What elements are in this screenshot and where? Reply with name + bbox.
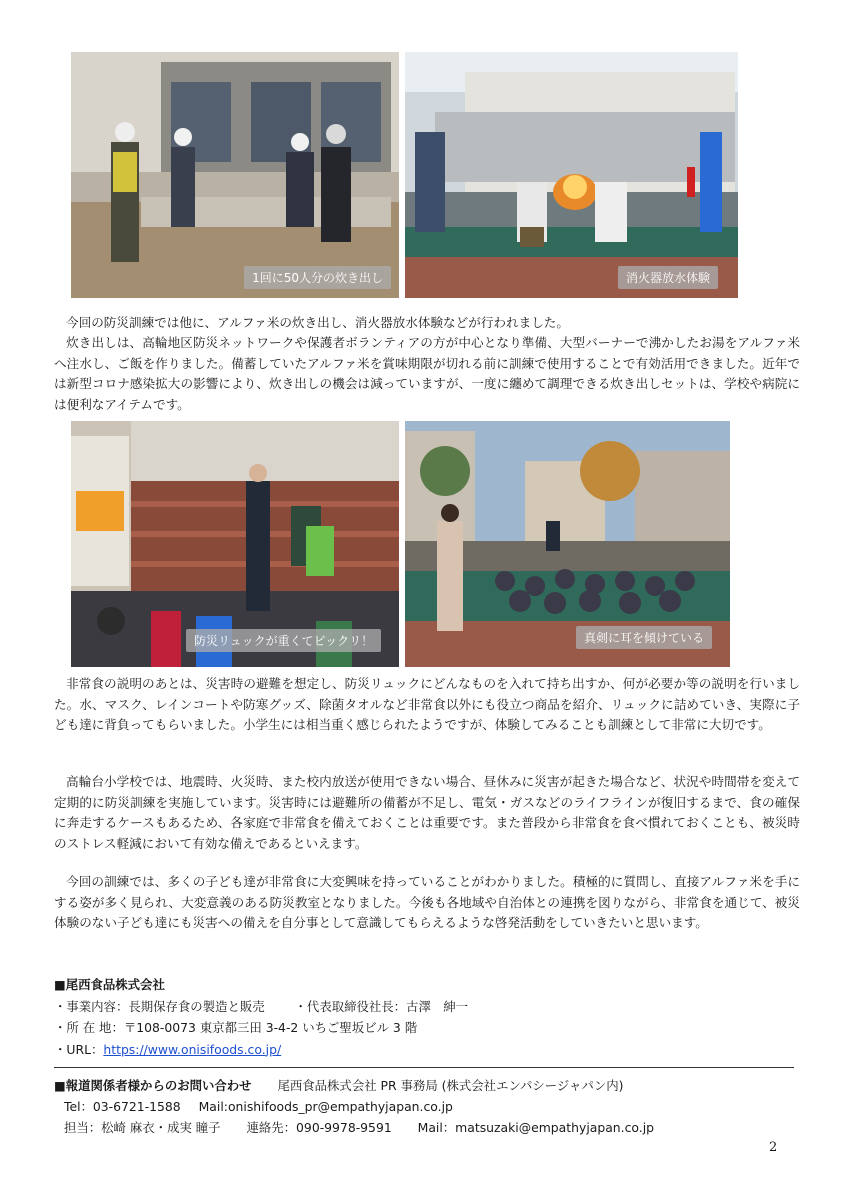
company-business: ・事業内容：長期保存食の製造と販売 bbox=[54, 998, 265, 1014]
contact-tel-row bbox=[54, 1096, 654, 1117]
photo-caption: 1回に50人分の炊き出し bbox=[244, 266, 391, 289]
photo-caption: 防災リュックが重くてビックリ！ bbox=[186, 629, 381, 652]
company-info bbox=[54, 974, 468, 1060]
company-address: ・所 在 地：〒108-0073 東京都三田 3-4-2 いちご聖坂ビル 3 階 bbox=[54, 1020, 418, 1035]
paragraph-4-text: 高輪台小学校では、地震時、火災時、また校内放送が使用できない場合、昼休みに災害が起きた場合など、状況や時間帯を変えて定期的に防災訓練を実施しています。災害時には避難所の備蓄が不足し、電気・ガスなどのライフラインが復旧するまで、食の確保に奔走するケースもあるため、各家庭で非常食を備えておくことは重要です。また普段から非常食を食べ慣れておくことも、被災時のストレス軽減において有効な備えであるといえます。 bbox=[54, 774, 800, 851]
company-url-link[interactable]: https://www.onisifoods.co.jp/ bbox=[103, 1041, 282, 1057]
company-ceo: ・代表取締役社長：古澤 紳一 bbox=[294, 998, 469, 1014]
photo-rice-cooking-image bbox=[71, 52, 399, 298]
photo-extinguisher bbox=[405, 52, 738, 298]
paragraph-3-text: 非常食の説明のあとは、災害時の避難を想定し、防災リュックにどんなものを入れて持ち出すか、何が必要か等の説明を行いました。水、マスク、レインコートや防寒グッズ、除菌タオルなど非常食以外にも役立つ商品を紹介、リュックに詰めていき、実際に子ども達に背負ってもらいました。小学生には相当重く感じられたようですが、体験してみることも訓練として非常に大切です。 bbox=[54, 676, 800, 732]
contact-person-row bbox=[54, 1117, 654, 1138]
contact-phone: 連絡先：090-9978-9591 bbox=[246, 1120, 392, 1135]
photo-rice-cooking bbox=[71, 52, 399, 298]
paragraph-2-text: 炊き出しは、高輪地区防災ネットワークや保護者ボランティアの方が中心となり準備、大型バーナーで沸かしたお湯をアルファ米へ注水し、ご飯を作りました。備蓄していたアルファ米を賞味期限が切れる前に訓練で使用することで有効活用できました。近年では新型コロナ感染拡大の影響により、炊き出しの機会は減っていますが、一度に纏めて調理できる炊き出しセットは、学校や病院には便利なアイテムです。 bbox=[54, 335, 800, 412]
page-number: 2 bbox=[769, 1140, 778, 1155]
divider bbox=[54, 1067, 794, 1068]
photo-caption: 消火器放水体験 bbox=[618, 266, 718, 289]
press-contact bbox=[54, 1075, 654, 1138]
photo-backpack bbox=[71, 421, 399, 667]
paragraph-5-text: 今回の訓練では、多くの子ども達が非常食に大変興味を持っていることがわかりました。積極的に質問し、直接アルファ米を手にする姿が多く見られ、大変意義のある防災教室となりました。今後も各地域や自治体との連携を図りながら、非常食を通じて、被災体験のない子ども達にも災害への備えを自分事として意識してもらえるような啓発活動をしていきたいと思います。 bbox=[54, 874, 800, 930]
paragraph-1 bbox=[54, 313, 800, 334]
photo-extinguisher-image bbox=[405, 52, 738, 298]
paragraph-4 bbox=[54, 772, 800, 854]
paragraph-5 bbox=[54, 872, 800, 934]
contact-heading-row bbox=[54, 1075, 654, 1096]
paragraph-1-text: 今回の防災訓練では他に、アルファ米の炊き出し、消火器放水体験などが行われました。 bbox=[66, 315, 569, 330]
contact-mail-2: Mail：matsuzaki@empathyjapan.co.jp bbox=[417, 1120, 655, 1135]
contact-person: 担当：松崎 麻衣・成実 瞳子 bbox=[64, 1120, 221, 1135]
company-business-row bbox=[54, 996, 468, 1018]
company-heading: ■尾西食品株式会社 bbox=[54, 977, 165, 992]
photo-listening bbox=[405, 421, 730, 667]
photo-caption: 真剣に耳を傾けている bbox=[576, 626, 712, 649]
paragraph-3 bbox=[54, 674, 800, 736]
contact-tel: Tel：03-6721-1588 bbox=[64, 1099, 181, 1114]
contact-heading: ■報道関係者様からのお問い合わせ bbox=[54, 1078, 252, 1093]
paragraph-2 bbox=[54, 333, 800, 415]
company-url-row bbox=[54, 1039, 468, 1061]
contact-office: 尾西食品株式会社 PR 事務局 (株式会社エンパシージャパン内) bbox=[277, 1078, 624, 1093]
company-url-label: ・URL： bbox=[54, 1041, 104, 1057]
contact-mail-1: Mail:onishifoods_pr@empathyjapan.co.jp bbox=[198, 1099, 453, 1114]
